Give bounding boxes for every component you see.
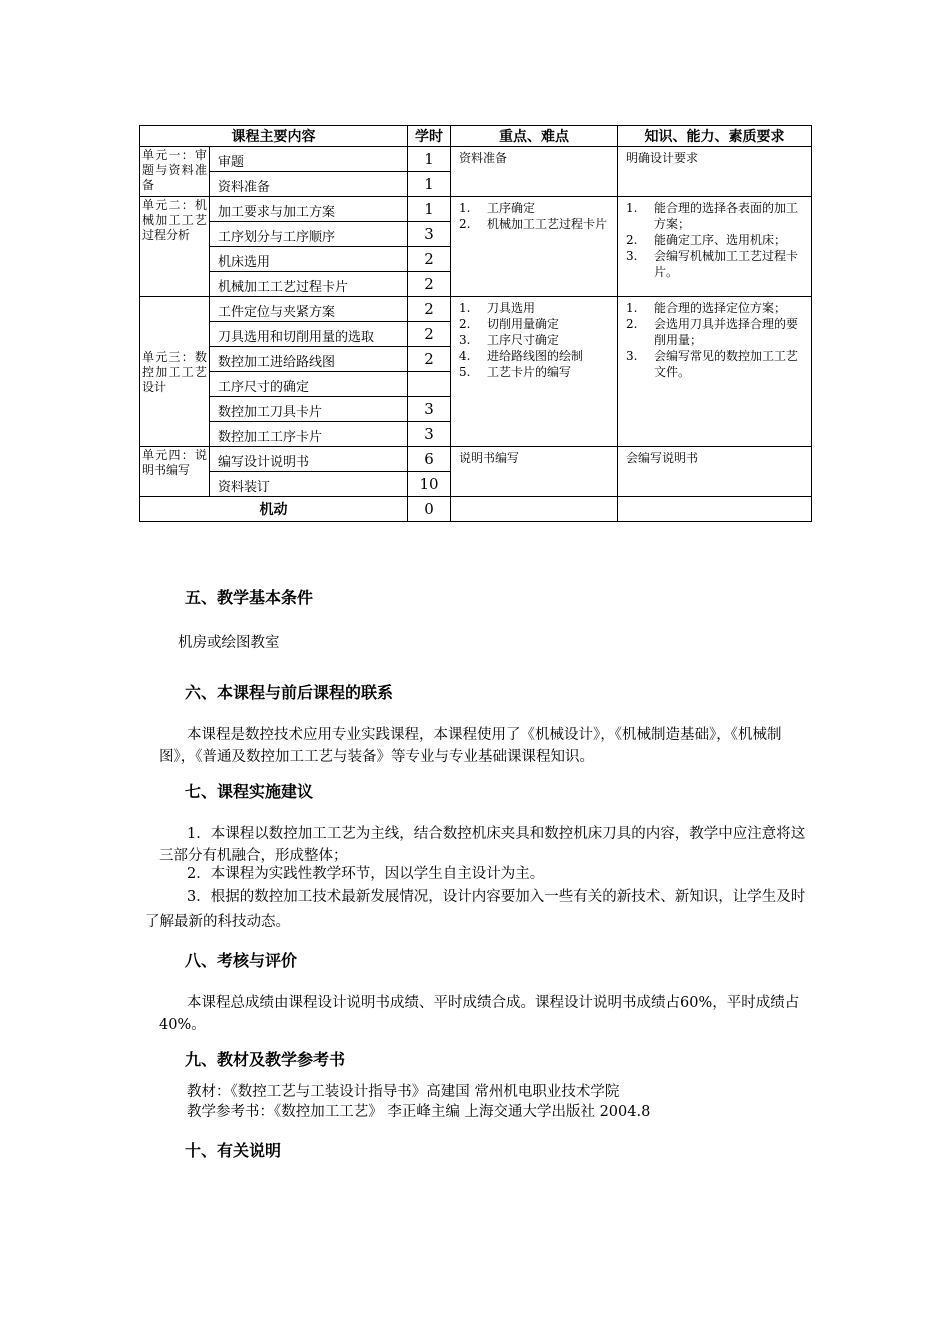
unit-name: 单元四：说明书编写 [140,447,210,497]
requirements-cell [618,197,812,297]
list-text: 工序尺寸确定 [487,333,560,347]
hours-cell [408,372,451,397]
content-item: 工序尺寸的确定 [210,372,408,397]
list-text: 会选用刀具并选择合理的要削用量； [654,317,799,347]
content-item: 数控加工工序卡片 [210,422,408,447]
section-7-para-3: 3．根据的数控加工技术最新发展情况，设计内容要加入一些有关的新技术、新知识，让学生及时了解最新的科技动态。 [145,889,806,930]
key-points-list-item [459,364,613,380]
content-item: 编写设计说明书 [210,447,408,472]
content-item: 资料准备 [210,172,408,197]
content-item: 资料装订 [210,472,408,497]
content-item: 审题 [210,147,408,172]
hours-cell: 2 [408,272,451,297]
jidong-label: 机动 [140,497,408,522]
requirements-list-item [626,316,807,348]
key-points-cell [451,297,618,447]
requirements-list [626,200,807,280]
empty-cell [618,497,812,522]
list-text: 会编写机械加工工艺过程卡片。 [654,249,799,279]
header-requirements: 知识、能力、素质要求 [618,126,812,147]
requirements-cell [618,447,812,497]
list-number: 1. [459,301,471,315]
hours-cell: 3 [408,222,451,247]
list-text: 工序确定 [487,201,536,215]
table-row [140,147,812,172]
requirements-cell [618,297,812,447]
list-text: 会编写常见的数控加工工艺文件。 [654,349,799,379]
requirements-list-item [626,300,807,316]
key-points-list-item [459,332,613,348]
hours-cell: 3 [408,397,451,422]
section-6-title: 六、本课程与前后课程的联系 [185,683,394,702]
key-points-list-item [459,216,613,232]
key-points-list-item: 资料准备 [459,151,508,165]
requirements-list-item [626,348,807,380]
requirements-list-item [626,232,807,248]
hours-cell: 10 [408,472,451,497]
content-item: 机械加工工艺过程卡片 [210,272,408,297]
table-row [140,197,812,222]
list-number: 3. [626,349,638,363]
list-number: 1. [626,301,638,315]
content-item: 工序划分与工序顺序 [210,222,408,247]
section-5-text: 机房或绘图教室 [178,635,280,651]
section-5-title: 五、教学基本条件 [185,588,314,607]
header-key-points: 重点、难点 [451,126,618,147]
section-7-para-2: 2．本课程为实践性教学环节，因以学生自主设计为主。 [187,866,545,882]
section-9-reference: 教学参考书：《数控加工工艺》 李正峰主编 上海交通大学出版社 2004.8 [187,1104,651,1120]
table-body [140,147,812,522]
requirements-list-item [626,248,807,280]
key-points-list-item: 说明书编写 [459,451,520,465]
hours-cell: 3 [408,422,451,447]
requirements-cell [618,147,812,197]
list-number: 4. [459,349,471,363]
requirements-list-item: 会编写说明书 [626,451,699,465]
table-row [140,447,812,472]
list-number: 2. [459,317,471,331]
list-number: 2. [626,317,638,331]
list-text: 进给路线图的绘制 [487,349,584,363]
unit-name: 单元二：机械加工工艺过程分析 [140,197,210,297]
list-number: 2. [626,233,638,247]
list-number: 2. [459,217,471,231]
list-number: 5. [459,365,471,379]
list-text: 能确定工序、选用机床； [654,233,787,247]
list-number: 1. [459,201,471,215]
section-7-title: 七、课程实施建议 [185,782,314,801]
hours-cell: 2 [408,247,451,272]
empty-cell [451,497,618,522]
header-content: 课程主要内容 [140,126,408,147]
hours-cell: 1 [408,197,451,222]
header-hours: 学时 [408,126,451,147]
key-points-list-item [459,316,613,332]
content-item: 刀具选用和切削用量的选取 [210,322,408,347]
content-item: 数控加工刀具卡片 [210,397,408,422]
list-number: 1. [626,201,638,215]
hours-cell: 1 [408,172,451,197]
section-9-textbook: 教材：《数控工艺与工装设计指导书》高建国 常州机电职业技术学院 [187,1084,620,1100]
section-8-title: 八、考核与评价 [185,951,298,970]
key-points-list-item [459,200,613,216]
list-text: 刀具选用 [487,301,536,315]
requirements-list-item [626,200,807,232]
course-content-table [139,125,812,522]
list-text: 能合理的选择各表面的加工方案； [654,201,799,231]
requirements-list [626,300,807,380]
key-points-cell [451,197,618,297]
content-item: 机床选用 [210,247,408,272]
requirements-list-item: 明确设计要求 [626,151,699,165]
key-points-list [459,200,613,232]
hours-cell: 2 [408,347,451,372]
key-points-cell [451,447,618,497]
list-text: 机械加工工艺过程卡片 [487,217,608,231]
section-10-title: 十、有关说明 [185,1141,282,1160]
section-7-para-1: 1．本课程以数控加工工艺为主线，结合数控机床夹具和数控机床刀具的内容，教学中应注意将这三部分有机融合，形成整体； [159,826,806,864]
key-points-list-item [459,348,613,364]
content-item: 加工要求与加工方案 [210,197,408,222]
list-number: 3. [459,333,471,347]
key-points-list-item [459,300,613,316]
table-row-jidong [140,497,812,522]
table-row [140,297,812,322]
content-item: 数控加工进给路线图 [210,347,408,372]
list-text: 切削用量确定 [487,317,560,331]
key-points-list [459,300,613,380]
hours-cell: 6 [408,447,451,472]
list-text: 工艺卡片的编写 [487,365,572,379]
content-item: 工件定位与夹紧方案 [210,297,408,322]
unit-name: 单元一：审题与资料准备 [140,147,210,197]
section-6-text: 本课程是数控技术应用专业实践课程，本课程使用了《机械设计》，《机械制造基础》，《机械制图》，《普通及数控加工工艺与装备》等专业与专业基础课课程知识。 [159,727,782,765]
unit-name: 单元三：数控加工工艺设计 [140,297,210,447]
list-number: 3. [626,249,638,263]
key-points-cell [451,147,618,197]
section-8-text: 本课程总成绩由课程设计说明书成绩、平时成绩合成。课程设计说明书成绩占60%，平时成绩占40%。 [159,995,800,1033]
list-text: 能合理的选择定位方案； [654,301,787,315]
hours-cell: 2 [408,297,451,322]
jidong-hours: 0 [408,497,451,522]
section-9-title: 九、教材及教学参考书 [185,1050,346,1069]
hours-cell: 1 [408,147,451,172]
hours-cell: 2 [408,322,451,347]
